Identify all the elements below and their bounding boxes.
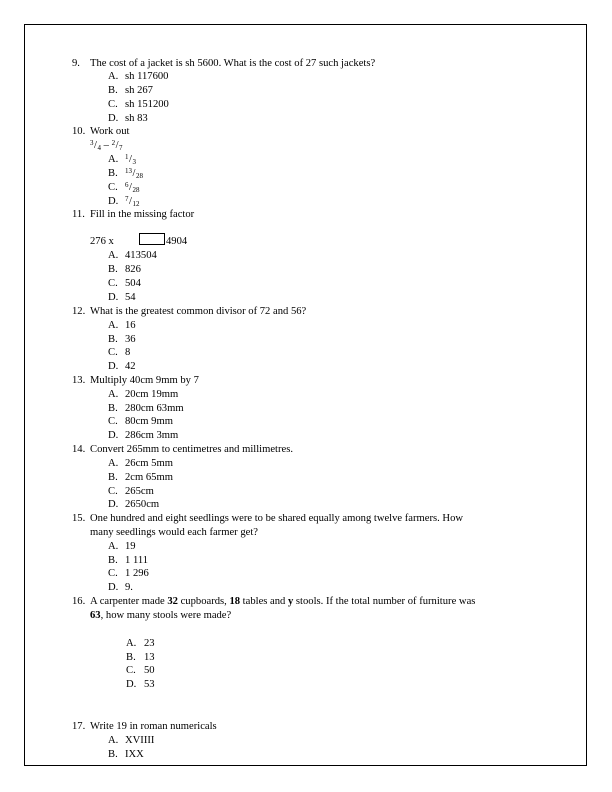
option-letter: C.: [126, 665, 136, 676]
expression-left: 276 x: [90, 236, 114, 247]
option-text: 36: [125, 334, 136, 345]
question-text: What is the greatest common divisor of 72 and 56?: [90, 306, 307, 317]
option-text: 265cm: [125, 486, 154, 497]
option-letter: A.: [108, 320, 119, 331]
question-text: Write 19 in roman numericals: [90, 721, 217, 732]
question-text: The cost of a jacket is sh 5600. What is the cost of 27 such jackets?: [90, 58, 376, 69]
question-text-line-1: A carpenter made 32 cupboards, 18 tables and y stools. If the total number of furniture was: [90, 596, 476, 607]
question-number: 10.: [72, 126, 86, 137]
option-text: XVIIII: [125, 735, 155, 746]
option-letter: B.: [126, 652, 136, 663]
option-letter: B.: [108, 749, 118, 760]
missing-factor-box: [139, 233, 165, 245]
option-letter: B.: [108, 334, 118, 345]
option-text: 280cm 63mm: [125, 403, 184, 414]
option-letter: A.: [108, 458, 119, 469]
option-text: 9.: [125, 582, 133, 593]
question-number: 9.: [72, 58, 80, 69]
option-text: sh 117600: [125, 71, 169, 82]
fraction-expression: $^3/_4 - ^2/_7$: [90, 139, 123, 152]
question-text: Convert 265mm to centimetres and millimetres.: [90, 444, 294, 455]
option-letter: D.: [108, 582, 119, 593]
option-text: 1 111: [125, 555, 149, 566]
option-letter: B.: [108, 403, 118, 414]
option-text: 13: [144, 652, 155, 663]
option-text: 53: [144, 679, 155, 690]
option-fraction: $^1/_3$: [125, 153, 136, 166]
option-letter: A.: [126, 638, 137, 649]
question-number: 12.: [72, 306, 86, 317]
question-text-line-2: 63, how many stools were made?: [90, 610, 232, 621]
question-text-line-1: One hundred and eight seedlings were to be shared equally among twelve farmers. How: [90, 513, 464, 524]
question-text: Work out: [90, 126, 130, 137]
option-letter: B.: [108, 168, 118, 179]
option-letter: A.: [108, 250, 119, 261]
fraction-numerator: 2: [111, 139, 116, 147]
option-text: 42: [125, 361, 136, 372]
question-text: Multiply 40cm 9mm by 7: [90, 375, 199, 386]
option-letter: B.: [108, 264, 118, 275]
option-letter: A.: [108, 389, 119, 400]
option-text: 54: [125, 292, 136, 303]
option-letter: C.: [108, 486, 118, 497]
option-fraction: $^{13}/_{28}$: [125, 167, 143, 180]
option-letter: C.: [108, 278, 118, 289]
option-text: 16: [125, 320, 136, 331]
option-letter: B.: [108, 472, 118, 483]
option-text: 20cm 19mm: [125, 389, 179, 400]
option-text: 826: [125, 264, 141, 275]
option-fraction: $^7/_{12}$: [125, 195, 140, 208]
option-letter: D.: [126, 679, 137, 690]
option-letter: C.: [108, 347, 118, 358]
option-text: 26cm 5mm: [125, 458, 173, 469]
option-fraction: $^6/_{28}$: [125, 181, 140, 194]
option-letter: D.: [108, 196, 119, 207]
option-letter: D.: [108, 499, 119, 510]
option-letter: C.: [108, 416, 118, 427]
option-letter: D.: [108, 292, 119, 303]
option-text: 2650cm: [125, 499, 160, 510]
expression-right: 4904: [166, 236, 188, 247]
question-number: 14.: [72, 444, 86, 455]
question-text: Fill in the missing factor: [90, 209, 195, 220]
fraction-denominator: 7: [119, 144, 123, 152]
option-text: 504: [125, 278, 141, 289]
option-letter: D.: [108, 361, 119, 372]
option-letter: B.: [108, 85, 118, 96]
option-letter: C.: [108, 568, 118, 579]
option-text: 8: [125, 347, 131, 358]
option-text: 80cm 9mm: [125, 416, 173, 427]
option-letter: A.: [108, 541, 119, 552]
option-letter: C.: [108, 182, 118, 193]
option-letter: A.: [108, 154, 119, 165]
option-text: 286cm 3mm: [125, 430, 179, 441]
option-text: 2cm 65mm: [125, 472, 173, 483]
question-number: 13.: [72, 375, 86, 386]
question-number: 16.: [72, 596, 86, 607]
minus-operator: –: [103, 140, 109, 151]
option-letter: D.: [108, 113, 119, 124]
option-letter: D.: [108, 430, 119, 441]
fraction-denominator: 4: [97, 144, 101, 152]
question-text-line-2: many seedlings would each farmer get?: [90, 527, 258, 538]
option-text: 19: [125, 541, 136, 552]
option-text: 413504: [125, 250, 157, 261]
question-number: 11.: [72, 209, 85, 220]
option-text: sh 267: [125, 85, 153, 96]
option-text: 50: [144, 665, 155, 676]
option-letter: A.: [108, 71, 119, 82]
option-text: sh 151200: [125, 99, 169, 110]
option-text: IXX: [125, 749, 144, 760]
option-letter: C.: [108, 99, 118, 110]
fraction-numerator: 3: [90, 139, 94, 147]
question-number: 15.: [72, 513, 86, 524]
option-text: 1 296: [125, 568, 149, 579]
option-text: 23: [144, 638, 155, 649]
option-letter: A.: [108, 735, 119, 746]
question-number: 17.: [72, 721, 86, 732]
option-letter: B.: [108, 555, 118, 566]
option-text: sh 83: [125, 113, 148, 124]
